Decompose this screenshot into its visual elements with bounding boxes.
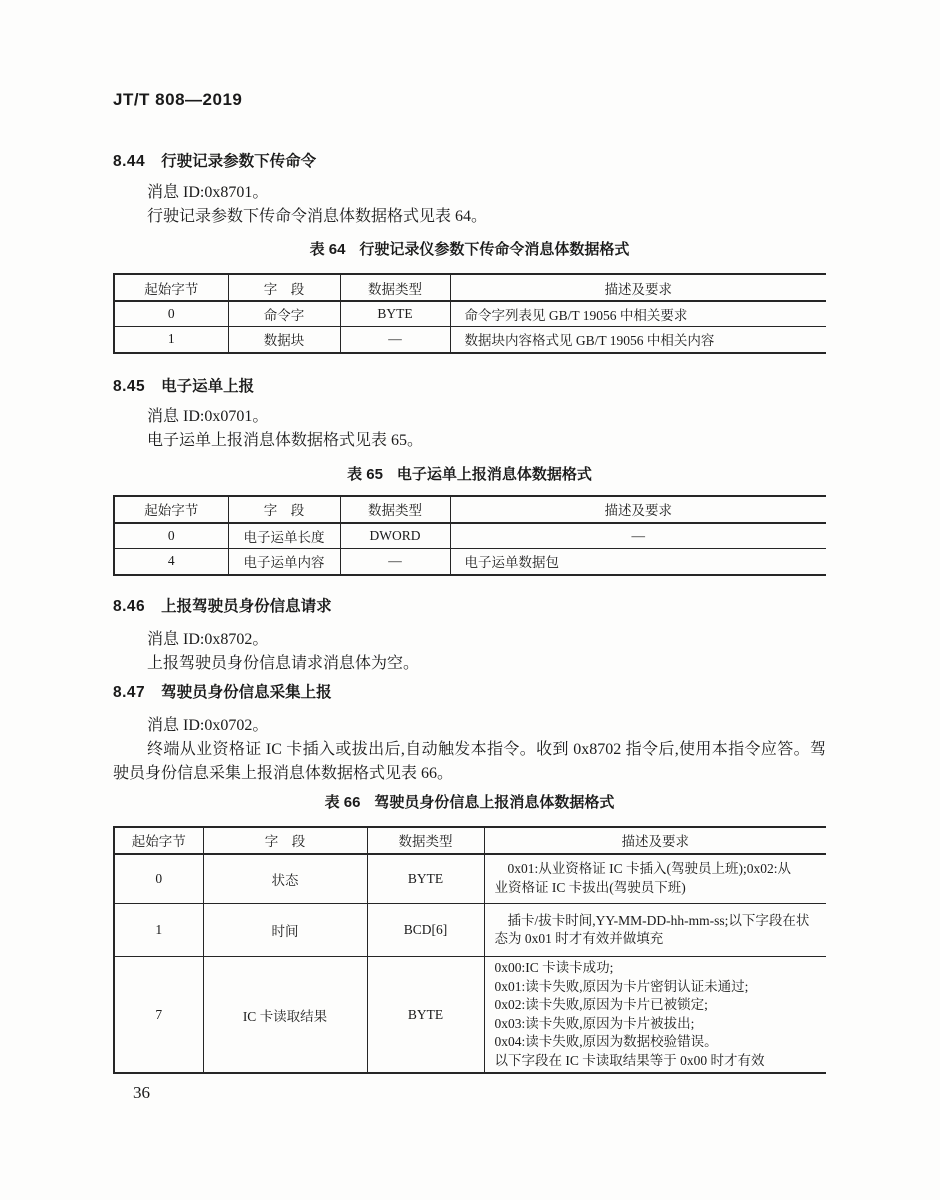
table-caption-title: 驾驶员身份信息上报消息体数据格式 (374, 793, 615, 811)
table-caption-64 (113, 238, 826, 262)
header-field: 字 段 (203, 827, 367, 854)
section-heading-8-45 (113, 375, 826, 399)
paragraph-body: 行驶记录参数下传命令消息体数据格式见表 64。 (147, 208, 488, 225)
header-description: 描述及要求 (450, 496, 826, 523)
description-line: 业资格证 IC 卡拔出(驾驶员下班) (494, 879, 686, 895)
paragraph-message-id: 消息 ID:0x0701。 (147, 407, 269, 425)
table-caption-label: 表 66 (324, 793, 361, 811)
description-line: 0x04:读卡失败,原因为数据校验错误。 (494, 1034, 718, 1049)
table-caption-label: 表 65 (347, 465, 383, 483)
cell-start-byte: 7 (114, 957, 203, 1074)
cell-start-byte: 1 (114, 904, 203, 957)
cell-data-type: BCD[6] (367, 904, 484, 957)
table-64 (113, 273, 826, 354)
cell-start-byte: 0 (114, 301, 228, 327)
paragraph-body: 电子运单上报消息体数据格式见表 65。 (147, 431, 424, 449)
header-description: 描述及要求 (484, 827, 826, 854)
paragraph-message-id: 消息 ID:0x8702。 (147, 630, 269, 648)
header-description: 描述及要求 (450, 274, 826, 301)
cell-data-type: BYTE (367, 957, 484, 1074)
table-row (114, 904, 826, 957)
section-heading-8-46 (113, 595, 826, 619)
cell-field: 电子运单长度 (228, 523, 340, 549)
table-66 (113, 826, 826, 1075)
section-title: 上报驾驶员身份信息请求 (161, 597, 332, 615)
section-number: 8.46 (113, 597, 146, 615)
section-heading-8-44 (113, 150, 826, 174)
table-65 (113, 495, 826, 576)
cell-data-type: — (340, 549, 450, 575)
header-start-byte: 起始字节 (114, 496, 228, 523)
table-row (114, 854, 826, 904)
cell-field: 数据块 (228, 327, 340, 353)
cell-start-byte: 4 (114, 549, 228, 575)
paragraph-body: 终端从业资格证 IC 卡插入或拔出后,自动触发本指令。收到 0x8702 指令后,使用本指令应答。驾驶员身份信息采集上报消息体数据格式见表 66。 (113, 740, 826, 782)
paragraph-message-id: 消息 ID:0x0702。 (147, 716, 269, 734)
table-row (114, 957, 826, 1074)
description-line: 以下字段在 IC 卡读取结果等于 0x00 时才有效 (494, 1052, 765, 1068)
cell-start-byte: 0 (114, 854, 203, 904)
cell-description (484, 854, 826, 904)
section-heading-8-47 (113, 681, 826, 705)
cell-field: IC 卡读取结果 (203, 957, 367, 1074)
section-title: 行驶记录参数下传命令 (161, 153, 317, 170)
cell-description: 数据块内容格式见 GB/T 19056 中相关内容 (450, 327, 826, 353)
header-data-type: 数据类型 (340, 274, 450, 301)
cell-description (484, 904, 826, 957)
section-number: 8.44 (113, 153, 146, 170)
header-field: 字 段 (228, 274, 340, 301)
table-caption-65 (113, 463, 826, 487)
cell-data-type: BYTE (367, 854, 484, 904)
table-caption-label: 表 64 (309, 241, 346, 258)
section-title: 电子运单上报 (161, 377, 255, 395)
header-start-byte: 起始字节 (114, 827, 203, 854)
cell-data-type: DWORD (340, 523, 450, 549)
table-header-row (114, 827, 826, 854)
header-data-type: 数据类型 (340, 496, 450, 523)
cell-field: 命令字 (228, 301, 340, 327)
cell-start-byte: 1 (114, 327, 228, 353)
description-line: 0x01:读卡失败,原因为卡片密钥认证未通过; (494, 978, 749, 994)
section-number: 8.45 (113, 377, 146, 395)
cell-description: 命令字列表见 GB/T 19056 中相关要求 (450, 301, 826, 327)
table-row (114, 523, 826, 549)
cell-field: 时间 (203, 904, 367, 957)
table-row (114, 549, 826, 575)
paragraph-message-id: 消息 ID:0x8701。 (147, 184, 269, 201)
cell-data-type: BYTE (340, 301, 450, 327)
cell-start-byte: 0 (114, 523, 228, 549)
table-header-row (114, 274, 826, 301)
cell-data-type: — (340, 327, 450, 353)
cell-field: 状态 (203, 854, 367, 904)
table-caption-title: 行驶记录仪参数下传命令消息体数据格式 (359, 241, 630, 258)
header-field: 字 段 (228, 496, 340, 523)
cell-field: 电子运单内容 (228, 549, 340, 575)
section-title: 驾驶员身份信息采集上报 (161, 683, 332, 701)
table-row (114, 327, 826, 353)
section-number: 8.47 (113, 683, 146, 701)
page-number: 36 (133, 1083, 150, 1102)
running-head: JT/T 808—2019 (113, 90, 243, 109)
cell-description (484, 957, 826, 1074)
table-row (114, 301, 826, 327)
description-line: 态为 0x01 时才有效并做填充 (494, 931, 664, 946)
description-line: 0x00:IC 卡读卡成功; (494, 960, 614, 975)
description-line: 0x02:读卡失败,原因为卡片已被锁定; (494, 997, 708, 1012)
table-caption-title: 电子运单上报消息体数据格式 (396, 465, 592, 483)
header-data-type: 数据类型 (367, 827, 484, 854)
cell-description: 电子运单数据包 (450, 549, 826, 575)
description-line: 插卡/拔卡时间,YY-MM-DD-hh-mm-ss;以下字段在状 (507, 912, 810, 928)
table-caption-66 (113, 791, 826, 815)
header-start-byte: 起始字节 (114, 274, 228, 301)
page-content (113, 0, 826, 1200)
paragraph-body: 上报驾驶员身份信息请求消息体为空。 (147, 654, 420, 672)
description-line: 0x01:从业资格证 IC 卡插入(驾驶员上班);0x02:从 (507, 861, 791, 877)
cell-description: — (450, 523, 826, 549)
description-line: 0x03:读卡失败,原因为卡片被拔出; (494, 1015, 695, 1031)
table-header-row (114, 496, 826, 523)
